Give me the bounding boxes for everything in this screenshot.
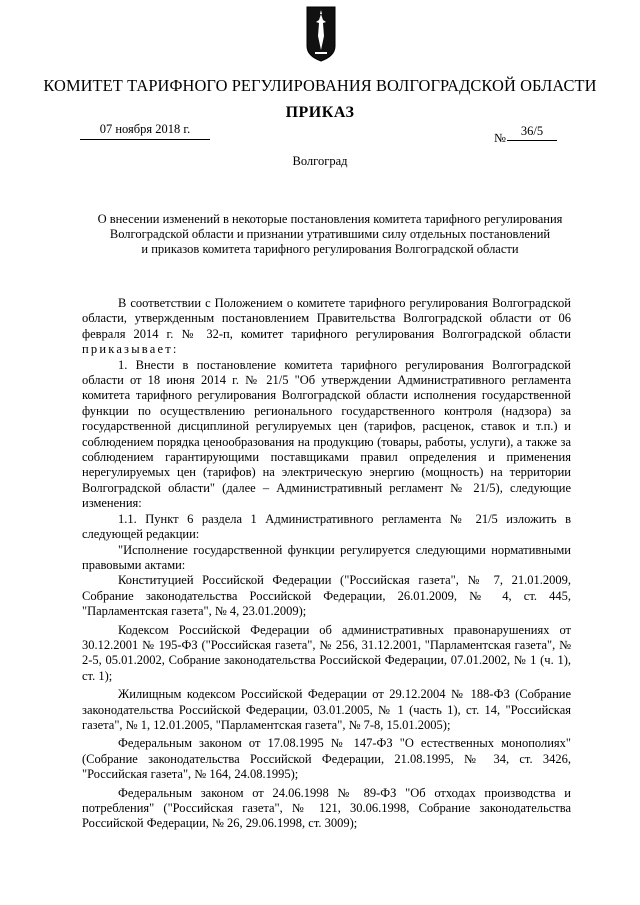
legal-act-administrative-code: Кодексом Российской Федерации об административных правонарушениях от 30.12.2001 № 195-ФЗ ("Российская газета", № 256, 31.12.2001, "Парламентская газета", № 2-5, 05.01.2002, Собрание законодательства Российской Федерации, 07.01.2002, № 1 (ч. 1), ст. 1); <box>82 622 571 683</box>
orders-word: приказывает: <box>82 342 179 357</box>
quote-start-paragraph: "Исполнение государственной функции регулируется следующими нормативными правовыми актами: <box>82 542 571 572</box>
order-body <box>82 296 571 832</box>
preamble-text: В соответствии с Положением о комитете тарифного регулирования Волгоградской области, утвержденным постановлением Правительства Волгоградской области от 06 февраля 2014 г. № 32-п, комитет тарифного регулирования Волгоградской области <box>82 296 571 341</box>
order-date: 07 ноября 2018 г. <box>80 122 210 140</box>
legal-act-housing-code: Жилищным кодексом Российской Федерации от 29.12.2004 № 188-ФЗ (Собрание законодательства Российской Федерации, 03.01.2005, № 1 (часть 1), ст. 14, "Российская газета", № 1, 12.01.2005, "Парламентская газета", № 7-8, 15.01.2005); <box>82 687 571 732</box>
volgograd-coat-of-arms-emblem <box>306 6 336 62</box>
preamble-paragraph <box>82 296 571 358</box>
subject-line-3: и приказов комитета тарифного регулирования Волгоградской области <box>141 242 519 256</box>
order-subject <box>80 212 580 257</box>
order-number: 36/5 <box>507 124 557 141</box>
legal-act-constitution: Конституцией Российской Федерации ("Российская газета", № 7, 21.01.2009, Собрание законодательства Российской Федерации, 26.01.2009, № 4, ст. 445, "Парламентская газета", № 4, 23.01.2009); <box>82 573 571 619</box>
city-name: Волгоград <box>292 154 348 168</box>
clause-1-paragraph: 1. Внести в постановление комитета тарифного регулирования Волгоградской области от 18 июня 2014 г. № 21/5 "Об утверждении Административного регламента комитета тарифного регулирования Волгоградской области исполнения государственной функции по осуществлению регионального государственного контроля (надзора) за государственной дисциплиной регулируемых цен (тарифов, расценок, ставок и т.п.) и соблюдением порядка ценообразования на продукцию (товары, работы, услуги), а также за соблюдением гарантирующими поставщиками правил определения и применения нерегулируемых цен (тарифов) на электрическую энергию (мощность) на территории Волгоградской области" (далее – Административный регламент № 21/5), следующие изменения: <box>82 357 571 511</box>
legal-act-waste-law: Федеральным законом от 24.06.1998 № 89-ФЗ "Об отходах производства и потребления" ("Российская газета", № 121, 30.06.1998, Собрание законодательства Российской Федерации, № 26, 29.06.1998, ст. 3009); <box>82 785 571 831</box>
legal-act-natural-monopolies-law: Федеральным законом от 17.08.1995 № 147-ФЗ "О естественных монополиях" (Собрание законодательства Российской Федерации, 21.08.1995, № 34, ст. 3426, "Российская газета", № 164, 24.08.1995); <box>82 736 571 782</box>
document-type-title: ПРИКАЗ <box>285 104 355 121</box>
order-number-label: № <box>494 131 506 145</box>
committee-name: КОМИТЕТ ТАРИФНОГО РЕГУЛИРОВАНИЯ ВОЛГОГРАДСКОЙ ОБЛАСТИ <box>43 76 597 95</box>
subject-line-1: О внесении изменений в некоторые постановления комитета тарифного регулирования <box>97 212 563 226</box>
clause-1-1-paragraph: 1.1. Пункт 6 раздела 1 Административного регламента № 21/5 изложить в следующей редакции: <box>82 511 571 542</box>
subject-line-2: Волгоградской области и признании утратившими силу отдельных постановлений <box>109 227 551 241</box>
